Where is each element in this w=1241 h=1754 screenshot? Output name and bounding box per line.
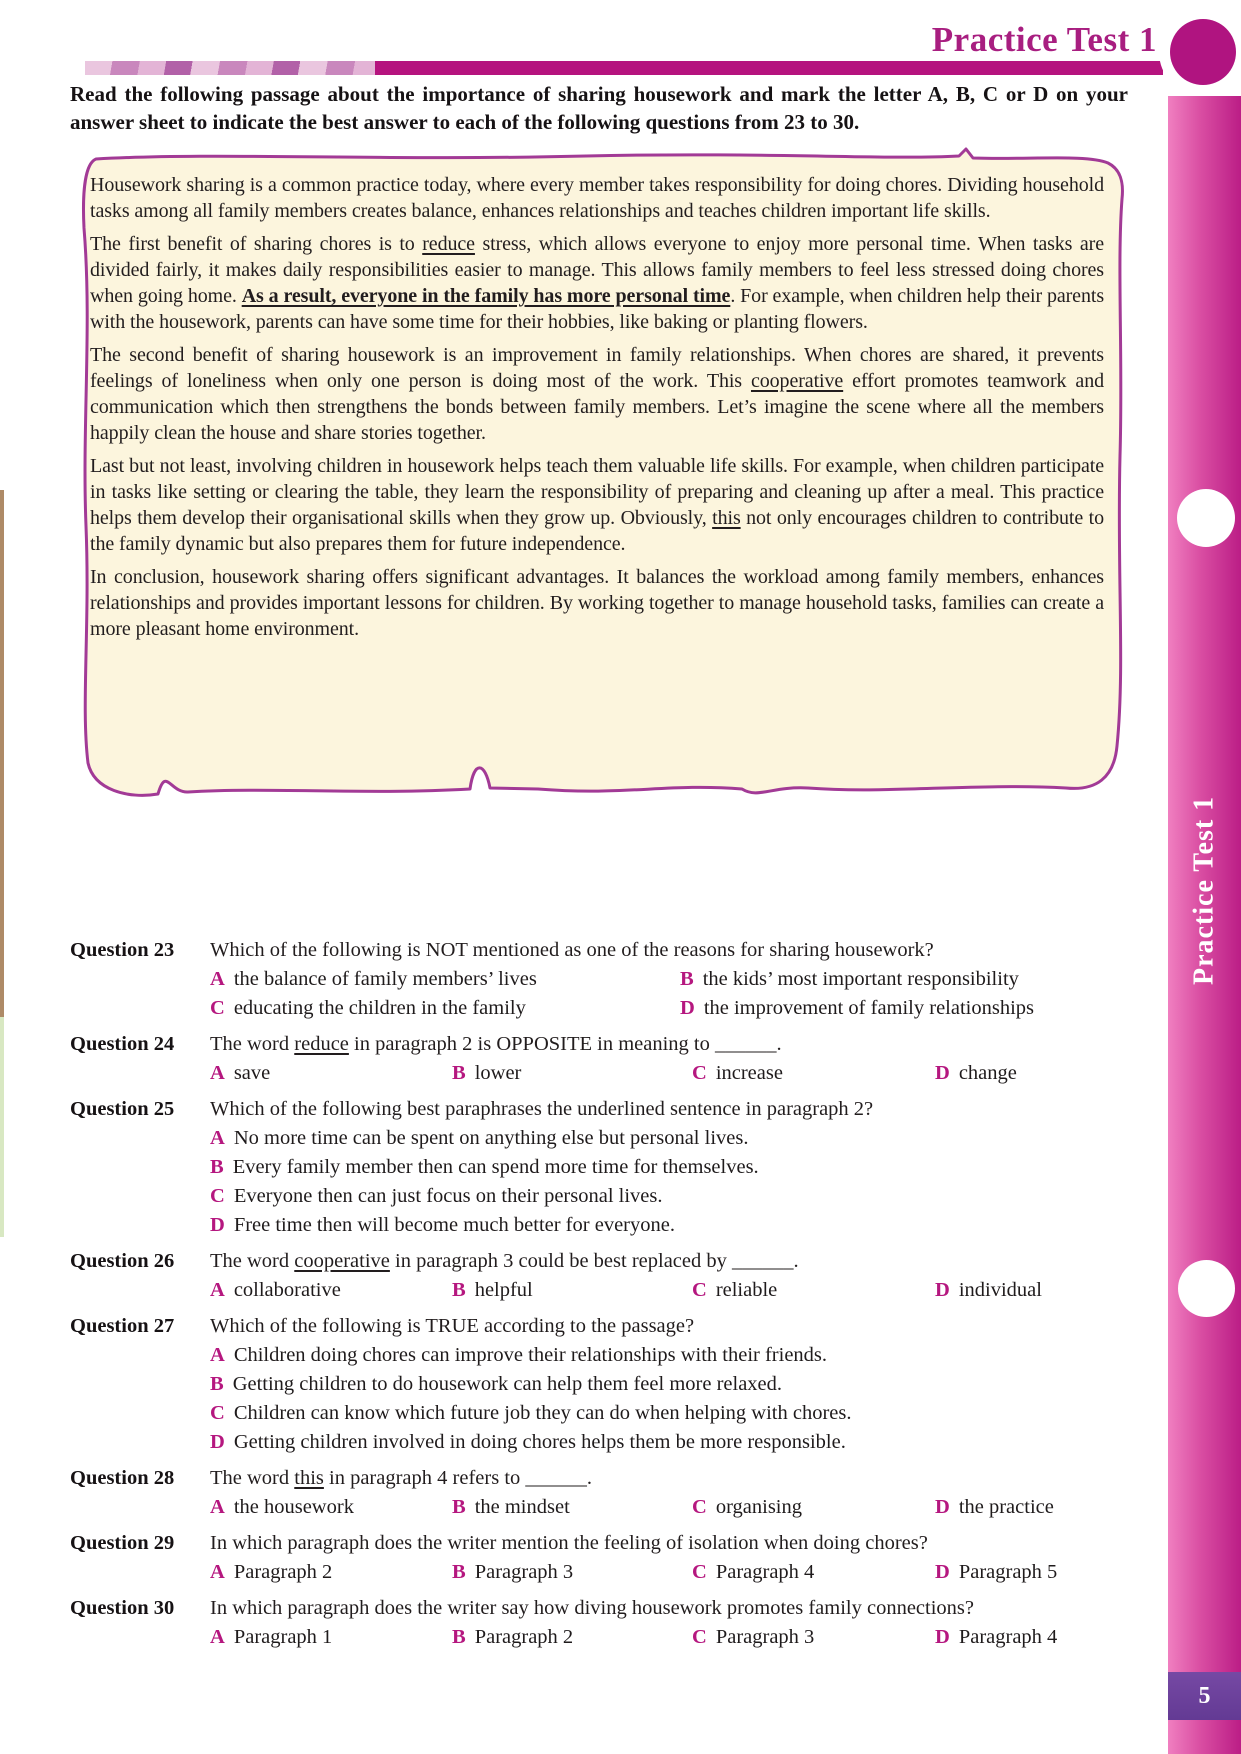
header-rule-dashes bbox=[85, 61, 375, 75]
page-edge-strip-green bbox=[0, 1017, 4, 1237]
option-a: A the balance of family members’ lives bbox=[210, 968, 537, 990]
question-text: In which paragraph does the writer say how diving housework promotes family connections? bbox=[210, 1597, 974, 1619]
option-b: B the mindset bbox=[452, 1496, 570, 1518]
option-c: C organising bbox=[692, 1496, 802, 1518]
passage-paragraph-1: Housework sharing is a common practice today, where every member takes responsibility for doing chores. Dividing household tasks among all family members creates balance, enhances relationships and teaches children important life skills. bbox=[90, 174, 1104, 222]
question-text: In which paragraph does the writer mention the feeling of isolation when doing chores? bbox=[210, 1532, 928, 1554]
corner-circle bbox=[1170, 19, 1236, 85]
option-b: B the kids’ most important responsibility bbox=[680, 968, 1019, 990]
option-b: B helpful bbox=[452, 1279, 533, 1301]
passage-box bbox=[66, 146, 1138, 806]
question-text: Which of the following best paraphrases the underlined sentence in paragraph 2? bbox=[210, 1098, 874, 1120]
option-c: C Paragraph 4 bbox=[692, 1561, 815, 1583]
option-d: D Paragraph 5 bbox=[935, 1561, 1058, 1583]
question-number: Question 26 bbox=[70, 1250, 175, 1272]
passage-paragraph-4: Last but not least, involving children in housework helps teach them valuable life skills. For example, when children participate in tasks like setting or clearing the table, they learn the responsibility of preparing and cleaning up after a meal. This practice helps them develop their organisational skills when they grow up. Obviously, this not only encourages children to contribute to the family dynamic but also prepares them for future independence. bbox=[90, 455, 1104, 555]
passage-paragraph-5: In conclusion, housework sharing offers significant advantages. It balances the workload among family members, enhances relationships and provides important lessons for children. By working together to manage household tasks, families can create a more pleasant home environment. bbox=[90, 566, 1104, 640]
question-number: Question 30 bbox=[70, 1597, 175, 1619]
option-d: D Getting children involved in doing chores helps them be more responsible. bbox=[210, 1431, 846, 1453]
option-d: D Free time then will become much better for everyone. bbox=[210, 1214, 675, 1236]
question-text: The word this in paragraph 4 refers to ______. bbox=[210, 1467, 593, 1489]
passage-paragraph-3: The second benefit of sharing housework is an improvement in family relationships. When chores are shared, it prevents feelings of loneliness when only one person is doing most of the work. This cooperative effort promotes teamwork and communication which then strengthens the bonds between family members. Let’s imagine the scene where all the members happily clean the house and share stories together. bbox=[90, 344, 1104, 444]
option-a: A the housework bbox=[210, 1496, 354, 1518]
option-d: D the improvement of family relationships bbox=[680, 997, 1035, 1019]
instructions-text: Read the following passage about the importance of sharing housework and mark the letter A, B, C or D on your answer sheet to indicate the best answer to each of the following questions from 23 to 30. bbox=[70, 82, 1128, 134]
question-number: Question 27 bbox=[70, 1315, 175, 1337]
option-d: D the practice bbox=[935, 1496, 1054, 1518]
question-number: Question 25 bbox=[70, 1098, 175, 1120]
question-24 bbox=[70, 1030, 1150, 1088]
question-29 bbox=[70, 1529, 1150, 1587]
page-title: Practice Test 1 bbox=[931, 20, 1157, 59]
question-text: Which of the following is NOT mentioned as one of the reasons for sharing housework? bbox=[210, 939, 934, 961]
option-a: A save bbox=[210, 1062, 271, 1084]
option-b: B Paragraph 2 bbox=[452, 1626, 574, 1648]
option-a: A Paragraph 2 bbox=[210, 1561, 333, 1583]
page-edge-strip-tan bbox=[0, 490, 4, 1017]
option-a: A No more time can be spent on anything else but personal lives. bbox=[210, 1127, 749, 1149]
page-number-badge bbox=[1168, 1672, 1241, 1720]
question-26 bbox=[70, 1247, 1150, 1305]
question-text: The word reduce in paragraph 2 is OPPOSITE in meaning to ______. bbox=[210, 1033, 782, 1055]
passage-text bbox=[90, 172, 1104, 649]
question-23 bbox=[70, 936, 1150, 1023]
option-b: B Every family member then can spend more time for themselves. bbox=[210, 1156, 759, 1178]
page-number: 5 bbox=[1198, 1682, 1211, 1709]
sidebar-dot-2 bbox=[1178, 1260, 1235, 1317]
option-b: B Paragraph 3 bbox=[452, 1561, 574, 1583]
question-text: Which of the following is TRUE according to the passage? bbox=[210, 1315, 695, 1337]
option-c: C Paragraph 3 bbox=[692, 1626, 815, 1648]
question-number: Question 23 bbox=[70, 939, 175, 961]
option-d: D individual bbox=[935, 1279, 1042, 1301]
option-c: C Children can know which future job they can do when helping with chores. bbox=[210, 1402, 852, 1424]
option-c: C educating the children in the family bbox=[210, 997, 526, 1019]
questions-section bbox=[70, 936, 1150, 1659]
option-a: A Paragraph 1 bbox=[210, 1626, 333, 1648]
option-b: B lower bbox=[452, 1062, 522, 1084]
header-rule bbox=[85, 61, 1163, 75]
option-c: C increase bbox=[692, 1062, 783, 1084]
question-30 bbox=[70, 1594, 1150, 1652]
option-a: A Children doing chores can improve their relationships with their friends. bbox=[210, 1344, 828, 1366]
question-number: Question 28 bbox=[70, 1467, 175, 1489]
question-number: Question 24 bbox=[70, 1033, 175, 1055]
question-number: Question 29 bbox=[70, 1532, 175, 1554]
option-d: D Paragraph 4 bbox=[935, 1626, 1058, 1648]
option-c: C reliable bbox=[692, 1279, 778, 1301]
question-27 bbox=[70, 1312, 1150, 1457]
header-rule-solid bbox=[375, 61, 1163, 75]
question-25 bbox=[70, 1095, 1150, 1240]
question-text: The word cooperative in paragraph 3 could be best replaced by ______. bbox=[210, 1250, 799, 1272]
question-28 bbox=[70, 1464, 1150, 1522]
option-d: D change bbox=[935, 1062, 1017, 1084]
option-a: A collaborative bbox=[210, 1279, 341, 1301]
option-c: C Everyone then can just focus on their personal lives. bbox=[210, 1185, 663, 1207]
option-b: B Getting children to do housework can help them feel more relaxed. bbox=[210, 1373, 783, 1395]
sidebar-dot-1 bbox=[1177, 489, 1235, 547]
sidebar-label: Practice Test 1 bbox=[1188, 795, 1220, 985]
passage-paragraph-2: The first benefit of sharing chores is to reduce stress, which allows everyone to enjoy more personal time. When tasks are divided fairly, it makes daily responsibilities easier to manage. This allows family members to feel less stressed doing chores when going home. As a result, everyone in the family has more personal time. For example, when children help their parents with the housework, parents can have some time for their hobbies, like baking or planting flowers. bbox=[90, 233, 1105, 333]
